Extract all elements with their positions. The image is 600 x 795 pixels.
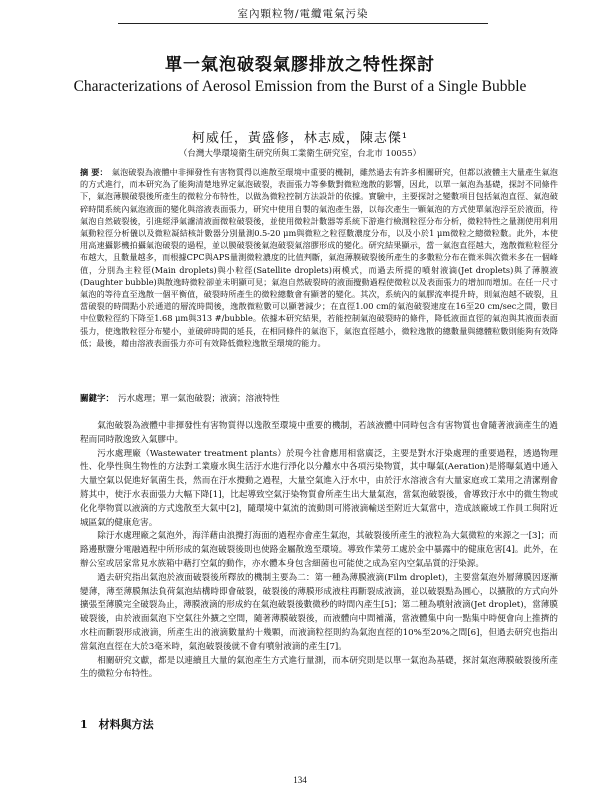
section-heading: 1 材料與方法 [80, 718, 154, 731]
body-paragraph: 過去研究指出氣泡於液面破裂後所釋放的機制主要為二：第一種為薄膜液滴(Film droplet)，主要當氣泡外層薄膜因逐漸變薄，薄至薄膜無法負荷氣泡結構時即會破裂，破裂後的薄膜形成液柱再斷裂成液滴，並以破裂點為圓心，以擴散的方式向外擴張至薄膜完全破裂為止，薄膜液滴的形成約在氣泡破裂後數微秒的時間內產生[5]；第二種為噴射液滴(Jet droplet)，當薄膜破裂後，由於液面氣泡下空氣往外擴之空間，隨著薄膜破裂後，而液體向中間補滿，當液體集中向一點集中時便會向上推擠的水柱而斷裂形成液滴，所產生出的液滴數量約十幾顆，而液滴粒徑則約為氣泡直徑的10%至20%之間[6]，但過去研究也指出當氣泡直徑在大於3毫米時，氣泡破裂後就不會有噴射液滴的產生[7]。 [80, 572, 558, 652]
abstract-label: 摘 要： [80, 167, 108, 177]
body-paragraph: 氣泡破裂為液體中非揮發性有害物質得以逸散至環境中重要的機制，若該液體中同時包含有害物質也會隨著液滴產生的過程而同時散逸致入氣膠中。 [80, 421, 558, 445]
author-list: 柯威任，黃盛修，林志威，陳志傑¹ [191, 131, 409, 146]
keywords-text: 污水處理；單一氣泡破裂；液滴；溶液特性 [118, 394, 280, 404]
body-paragraph: 相關研究文獻，都是以連續且大量的氣泡產生方式進行量測，而本研究則是以單一氣泡為基礎，探討氣泡薄膜破裂後所產生的微粒分布特性。 [80, 655, 558, 680]
affiliation: （台灣大學環境衛生研究所與工業衛生研究室，台北市 10055） [178, 149, 422, 159]
page-number: 134 [293, 775, 307, 785]
paper-title-chinese: 單一氣泡破裂氣膠排放之特性探討 [165, 55, 435, 75]
keywords-label: 關鍵字： [80, 394, 115, 404]
paper-title-english: Characterizations of Aerosol Emission from the Burst of a Single Bubble [73, 78, 527, 95]
running-header: 室內顆粒物/電纜電氣污染 [118, 6, 488, 24]
body-paragraph: 污水處理廠（Wastewater treatment plants）於現今社會應用相當廣泛，主要是對水汙染處理的重要過程，透過物理性、化學性與生物性的方法對工業廢水與生活汙水進行淨化以分離水中各項污染物質，其中曝氣(Aeration)是將曝氣過中通入大量空氣以促進好氧菌生長，然而在汙水攪動之過程，大量空氣進入汙水中，由於汙水溶液含有大量家庭或工業用之清潔劑會將其中，使汙水表面張力大幅下降[1]，比起導致空氣汙染物質會所產生出大量氣泡，當氣泡破裂後，會導致汙水中的微生物或化化學物質以液滴的方式逸散至大氣中[2]，隨環境中氣流的流動則可將液滴輸送至附近大氣當中，造成該廠域工作員工與附近城區氣的健康危害。 [80, 448, 558, 528]
abstract [80, 166, 558, 349]
abstract-text: 氣泡破裂為液體中非揮發性有害物質得以進散至環境中重要的機制，雖然過去有許多相關研究，但都以液體主大量產生氣泡的方式進行，而本研究為了能夠清楚地界定氣泡破裂，表面張力等參數對微粒逸散的影響，因此，以單一氣泡為基礎，探討不同條件下，氣泡薄膜破裂後所產生的微粒分布特性，以做為微粒控制方法設計的依據。實驗中，主要探討之變數項目包括氣泡直徑、氣泡破碎時間系統內氣泡液面的變化與溶液表面張力，研究中使用自製的氣泡產生器，以每次產生一顆氣泡的方式使單氣泡浮至於液面，待氣泡自然破裂後，引進經淨氣濾清液面微粒破裂後，並使用微粒計數器等系統下游進行檢測粒徑分布分析，微粒特性之量測使用利用氣動粒徑分析儀以及微粒凝結核計數器分別量測0.5-20 μm與微粒之粒徑數濃度分布，以及小於1 μm微粒之總微粒數。此外，本使用高速攝影機拍攝氣泡破裂的過程，並以膜破裂後氣泡破裂氣溶膠形成的變化。研究結果顯示，當一氣泡直徑越大，逸散微粒粒徑分布越大，且數量越多，而根據CPC與APS量測微粒濃度的比值判斷，氣泡薄膜破裂後所產生的多數粒分布在微米與次微米多在一個峰值，分別為主粒徑(Main droplets)與小粒徑(Satellite droplets)兩模式，而過去所提的噴射液滴(Jet droplets)與了薄膜液(Daughter bubble)與散逸時微粒卻並未明顯可見；氣泡自然破裂時的液面攪動過程使微粒以及表面張力的增加而增加。在任一尺寸氣泡的等待直至逸散一個平衡值，破裂時所產生的微粒總數會有顯著的變化。其次，系統內的氣膠流率提升時，則氣泡越不破裂，且當破裂的時間點小於通道的層流時間後，逸散微粒數可以顯著減少；在直徑1.00 cm的氣泡破裂速度在16至20 cm/sec之間，數目中位數粒徑約下降至1.68 μm與313 #/bubble。依據本研究結果，若能控制氣泡破裂時的條件，降低液面直徑的氣泡與其液面表面張力，使逸散粒徑分布變小，並破碎時間的延長，在相同條件的氣泡下，氣泡直徑越小，微粒逸散的總數量與總體粒數則能夠有效降低；最後，藉由溶液表面張力亦可有效降低微粒逸散至環境的能力。 [80, 167, 558, 348]
keywords [80, 392, 558, 404]
body-text [80, 420, 558, 682]
body-paragraph: 除汙水處理廠之氣泡外，海洋藉由浪攪打海面的過程亦會產生氣泡，其破裂後所產生的液粒為大氣微粒的來源之一[3]；而路邊獸鹽分電融過程中所形成的氣泡破裂後則也使路金屬散逸至環境。導致作業勞工處於金中暴露中的健康危害[4]。此外，在辦公室或居家常見水族箱中藉打空氣的動作，亦水體本身包含細菌也可能使之成為室內空氣品質的汙染源。 [80, 531, 558, 569]
